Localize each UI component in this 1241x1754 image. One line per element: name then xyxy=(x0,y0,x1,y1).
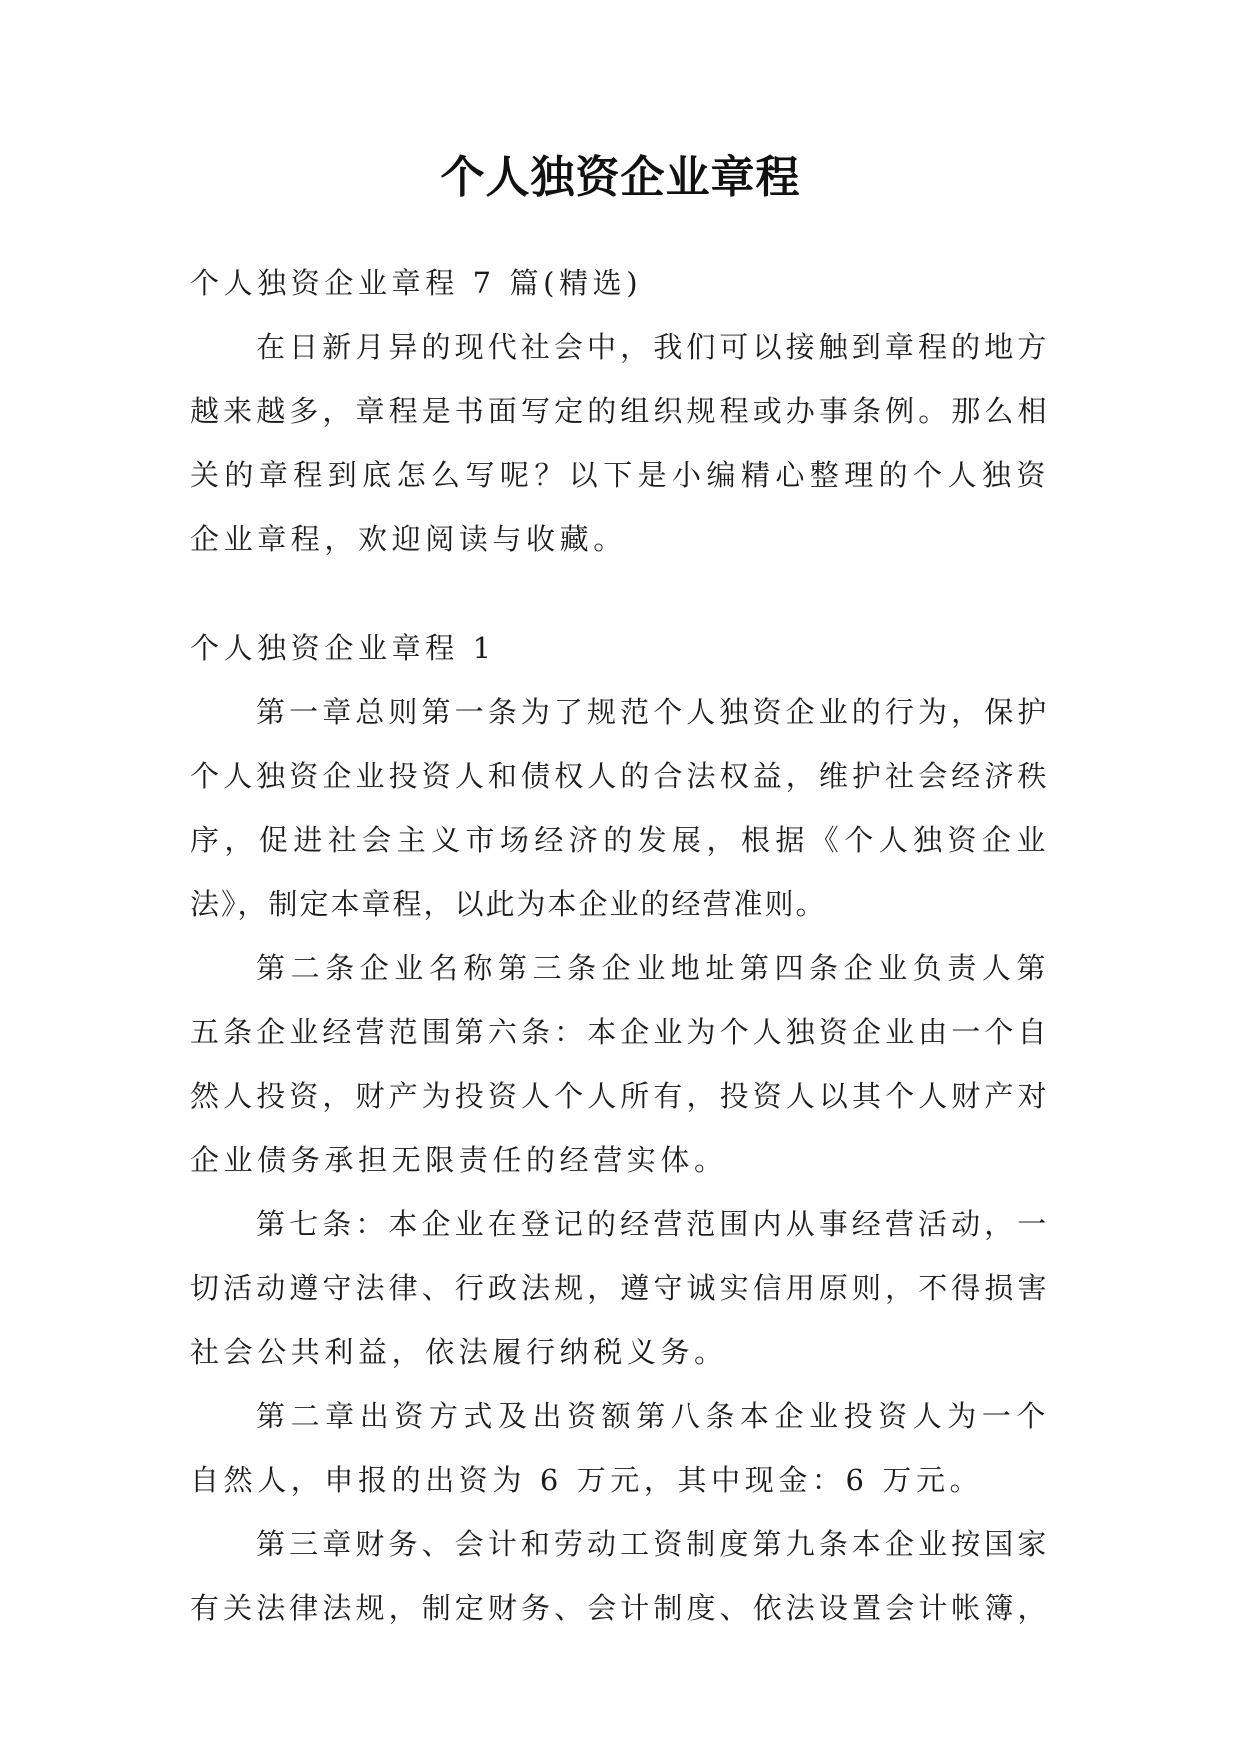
para1-line-3: 序，促进社会主义市场经济的发展，根据《个人独资企业 xyxy=(190,823,1050,857)
para1-line-2: 个人独资企业投资人和债权人的合法权益，维护社会经济秩 xyxy=(190,759,1051,793)
para4-line-1: 第二章出资方式及出资额第八条本企业投资人为一个 xyxy=(256,1399,1050,1433)
para5-line-1: 第三章财务、会计和劳动工资制度第九条本企业按国家 xyxy=(256,1527,1051,1561)
para2-line-4: 企业债务承担无限责任的经营实体。 xyxy=(190,1143,728,1177)
para3-line-2: 切活动遵守法律、行政法规，遵守诚实信用原则，不得损害 xyxy=(190,1271,1051,1305)
intro-line-2: 越来越多，章程是书面写定的组织规程或办事条例。那么相 xyxy=(190,394,1051,428)
section-heading-1: 个人独资企业章程 1 xyxy=(190,631,496,665)
para5-line-2: 有关法律法规，制定财务、会计制度、依法设置会计帐簿， xyxy=(190,1591,1051,1625)
intro-line-3: 关的章程到底怎么写呢？以下是小编精心整理的个人独资 xyxy=(190,458,1050,492)
intro-line-4: 企业章程，欢迎阅读与收藏。 xyxy=(190,522,627,556)
para3-line-1: 第七条：本企业在登记的经营范围内从事经营活动，一 xyxy=(256,1207,1051,1241)
para2-line-3: 然人投资，财产为投资人个人所有，投资人以其个人财产对 xyxy=(190,1079,1051,1113)
subtitle-line: 个人独资企业章程 7 篇(精选) xyxy=(190,266,643,300)
para1-line-1: 第一章总则第一条为了规范个人独资企业的行为，保护 xyxy=(256,695,1051,729)
document-title: 个人独资企业章程 xyxy=(440,152,801,203)
para2-line-2: 五条企业经营范围第六条：本企业为个人独资企业由一个自 xyxy=(190,1015,1051,1049)
para3-line-3: 社会公共利益，依法履行纳税义务。 xyxy=(190,1335,728,1369)
para1-line-4: 法》，制定本章程，以此为本企业的经营准则。 xyxy=(190,887,827,921)
para4-line-2: 自然人，申报的出资为 6 万元，其中现金：6 万元。 xyxy=(190,1463,984,1497)
intro-line-1: 在日新月异的现代社会中，我们可以接触到章程的地方 xyxy=(256,330,1051,364)
para2-line-1: 第二条企业名称第三条企业地址第四条企业负责人第 xyxy=(256,951,1050,985)
